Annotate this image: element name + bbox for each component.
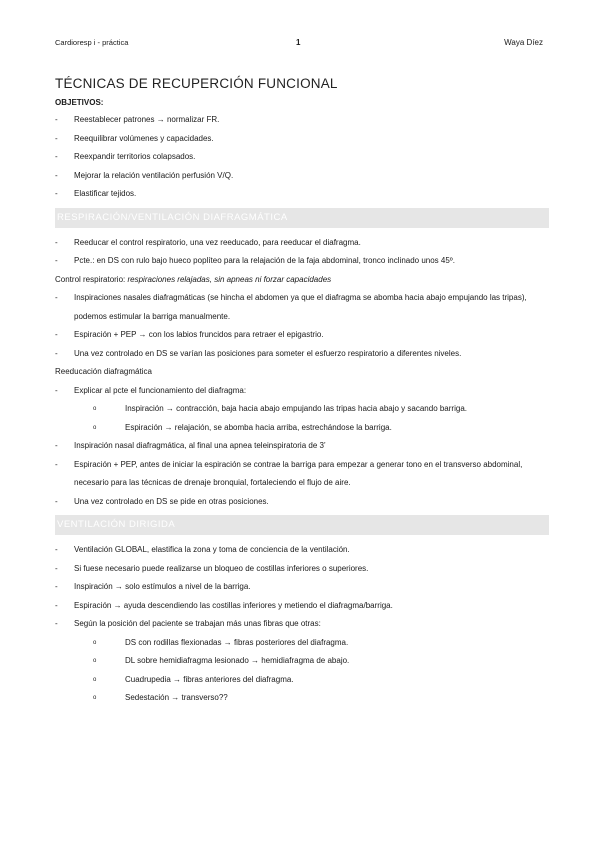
- circle-bullet-icon: o: [93, 406, 97, 412]
- section-heading-directed: VENTILACIÓN DIRIGIDA: [55, 515, 549, 535]
- section-heading-diaphragmatic: RESPIRACIÓN/VENTILACIÓN DIAFRAGMÁTICA: [55, 208, 549, 228]
- sub-list-item: o Sedestación → transverso??: [55, 689, 549, 708]
- sub-list-item: o Inspiración → contracción, baja hacia abajo empujando las tripas hacia abajo y sacando barriga.: [55, 400, 549, 419]
- list-item: - Reexpandir territorios colapsados.: [55, 148, 549, 167]
- control-label: Control respiratorio:: [55, 274, 128, 284]
- list-item: - Pcte.: en DS con rulo bajo hueco poplíteo para la relajación de la faja abdominal, tronco inclinado unos 45º.: [55, 256, 455, 265]
- list-item: - Reequilibrar volúmenes y capacidades.: [55, 130, 549, 149]
- list-item: - Inspiraciones nasales diafragmáticas (se hincha el abdomen ya que el diafragma se abomba hacia abajo empujando las tripas), podemos estimular la barriga manualmente.: [55, 293, 527, 321]
- document-title: TÉCNICAS DE RECUPERCIÓN FUNCIONAL: [55, 76, 338, 91]
- list-item: - Espiración + PEP → con los labios fruncidos para retraer el epigastrio.: [55, 330, 324, 339]
- page-number: 1: [296, 38, 301, 47]
- circle-bullet-icon: o: [93, 424, 97, 431]
- dash-bullet: -: [55, 189, 58, 198]
- header-author: Waya Díez: [504, 38, 543, 47]
- list-item: - Ventilación GLOBAL, elastifica la zona y toma de conciencia de la ventilación.: [55, 545, 350, 554]
- sub-list-item: o Espiración → relajación, se abomba hacia arriba, estrechándose la barriga.: [55, 419, 549, 438]
- list-item: - Según la posición del paciente se trabajan más unas fibras que otras:: [55, 619, 321, 628]
- header-course: Cardioresp i - práctica: [55, 38, 129, 47]
- list-item: - Espiración + PEP, antes de iniciar la espiración se contrae la barriga para empezar a generar tono en el transverso abdominal, necesario para las técnicas de drenaje bronquial, fortaleciendo el flujo de aire.: [55, 459, 523, 487]
- list-item: - Reestablecer patrones → normalizar FR.: [55, 111, 549, 130]
- list-item: - Reeducar el control respiratorio, una vez reeducado, para reeducar el diafragma.: [55, 237, 361, 247]
- sub-list-item: o DL sobre hemidiafragma lesionado → hemidiafragma de abajo.: [55, 652, 549, 671]
- control-paragraph: [55, 271, 549, 290]
- list-item: - Si fuese necesario puede realizarse un bloqueo de costillas inferiores o superiores.: [55, 563, 369, 573]
- list-item: - Una vez controlado en DS se varían las posiciones para someter el esfuerzo respiratorio a diferentes niveles.: [55, 348, 462, 358]
- list-item: - Inspiración nasal diafragmática, al final una apnea teleinspiratoria de 3’: [55, 441, 326, 450]
- control-note: respiraciones relajadas, sin apneas ni forzar capacidades: [127, 274, 332, 284]
- circle-bullet-icon: o: [93, 695, 97, 701]
- objectives-label: OBJETIVOS:: [55, 98, 104, 107]
- dash-bullet: -: [55, 115, 58, 124]
- dash-bullet: -: [55, 133, 58, 143]
- list-item: - Espiración → ayuda descendiendo las costillas inferiores y metiendo el diafragma/barriga.: [55, 600, 393, 610]
- document-body: [55, 76, 549, 708]
- list-item: - Una vez controlado en DS se pide en otras posiciones.: [55, 496, 269, 506]
- circle-bullet-icon: o: [93, 639, 97, 646]
- dash-bullet: -: [55, 152, 58, 161]
- list-item: - Elastificar tejidos.: [55, 185, 549, 204]
- list-item: - Inspiración → solo estímulos a nivel de la barriga.: [55, 582, 251, 591]
- dash-bullet: -: [55, 170, 58, 180]
- sub-list-item: o DS con rodillas flexionadas → fibras posteriores del diafragma.: [55, 634, 549, 653]
- sub-list-item: o Cuadrupedia → fibras anteriores del diafragma.: [55, 671, 549, 690]
- reeducation-label: Reeducación diafragmática: [55, 367, 152, 376]
- circle-bullet-icon: o: [93, 658, 97, 664]
- list-item: - Explicar al pcte el funcionamiento del diafragma:: [55, 385, 247, 395]
- list-item: - Mejorar la relación ventilación perfusión V/Q.: [55, 167, 549, 186]
- circle-bullet-icon: o: [93, 676, 97, 683]
